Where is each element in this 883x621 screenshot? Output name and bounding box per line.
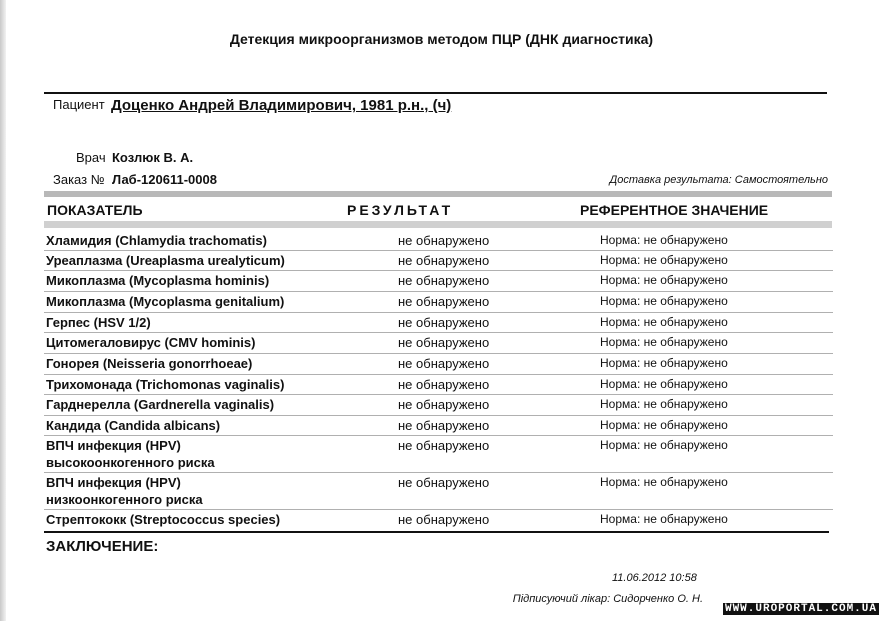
indicator-name-line1: ВПЧ инфекция (HPV) <box>46 438 181 453</box>
reference-value: Норма: не обнаружено <box>600 438 728 452</box>
doctor-label: Врач <box>76 150 106 165</box>
result-value: не обнаружено <box>398 438 490 453</box>
indicator-name: Гонорея (Neisseria gonorrhoeae) <box>46 356 253 371</box>
table-row <box>44 291 833 313</box>
column-header-result: РЕЗУЛЬТАТ <box>347 202 454 218</box>
table-row <box>44 332 833 354</box>
table-row <box>44 374 833 395</box>
result-value: не обнаружено <box>398 294 490 309</box>
table-header-bar-top <box>44 191 832 197</box>
indicator-name: Кандида (Candida albicans) <box>46 418 221 433</box>
table-row <box>44 250 833 271</box>
doctor-name: Козлюк В. А. <box>112 150 194 165</box>
reference-value: Норма: не обнаружено <box>600 512 728 526</box>
indicator-name <box>46 474 376 508</box>
table-row <box>44 435 833 473</box>
report-date: 11.06.2012 10:58 <box>612 572 697 584</box>
conclusion-heading: ЗАКЛЮЧЕНИЕ: <box>46 538 159 555</box>
indicator-name: Цитомегаловирус (CMV hominis) <box>46 335 256 350</box>
indicator-name: Герпес (HSV 1/2) <box>46 315 151 330</box>
reference-value: Норма: не обнаружено <box>600 233 728 247</box>
table-row <box>44 394 833 416</box>
result-value: не обнаружено <box>398 335 490 350</box>
result-value: не обнаружено <box>398 512 490 527</box>
indicator-name: Микоплазма (Mycoplasma hominis) <box>46 273 270 288</box>
table-row <box>44 312 833 333</box>
indicator-name <box>46 437 376 471</box>
reference-value: Норма: не обнаружено <box>600 273 728 287</box>
result-value: не обнаружено <box>398 233 490 248</box>
reference-value: Норма: не обнаружено <box>600 315 728 329</box>
reference-value: Норма: не обнаружено <box>600 356 728 370</box>
reference-value: Норма: не обнаружено <box>600 335 728 349</box>
table-row <box>44 270 833 292</box>
header-divider <box>44 92 827 94</box>
table-row <box>44 353 833 375</box>
reference-value: Норма: не обнаружено <box>600 475 728 489</box>
result-value: не обнаружено <box>398 418 490 433</box>
table-row <box>44 230 833 251</box>
document-title: Детекция микроорганизмов методом ПЦР (ДНК диагностика) <box>229 31 654 47</box>
result-value: не обнаружено <box>398 356 490 371</box>
table-header-bar-bottom <box>44 221 832 228</box>
result-value: не обнаружено <box>398 377 490 392</box>
signing-doctor: Підписуючий лікар: Сидорченко О. Н. <box>512 593 703 605</box>
column-header-indicator: ПОКАЗАТЕЛЬ <box>47 202 143 218</box>
column-header-reference: РЕФЕРЕНТНОЕ ЗНАЧЕНИЕ <box>580 202 769 218</box>
indicator-name: Хламидия (Chlamydia trachomatis) <box>46 233 267 248</box>
indicator-name-line2: низкоонкогенного риска <box>46 492 203 507</box>
order-number: Лаб-120611-0008 <box>112 172 217 187</box>
indicator-name: Гарднерелла (Gardnerella vaginalis) <box>46 397 275 412</box>
site-watermark: WWW.UROPORTAL.COM.UA <box>724 603 877 615</box>
table-row <box>44 415 833 436</box>
table-bottom-divider <box>44 531 829 533</box>
reference-value: Норма: не обнаружено <box>600 397 728 411</box>
indicator-name: Стрептококк (Streptococcus species) <box>46 512 281 527</box>
table-row <box>44 509 833 529</box>
patient-name: Доценко Андрей Владимирович, 1981 р.н., (ч) <box>111 97 452 114</box>
order-label: Заказ № <box>53 172 105 187</box>
indicator-name: Уреаплазма (Ureaplasma urealyticum) <box>46 253 285 268</box>
indicator-name: Трихомонада (Trichomonas vaginalis) <box>46 377 285 392</box>
result-value: не обнаружено <box>398 315 490 330</box>
reference-value: Норма: не обнаружено <box>600 418 728 432</box>
indicator-name: Микоплазма (Mycoplasma genitalium) <box>46 294 285 309</box>
result-value: не обнаружено <box>398 397 490 412</box>
reference-value: Норма: не обнаружено <box>600 253 728 267</box>
reference-value: Норма: не обнаружено <box>600 377 728 391</box>
result-value: не обнаружено <box>398 253 490 268</box>
table-row <box>44 472 833 510</box>
patient-label: Пациент <box>53 97 105 112</box>
page-edge-shadow <box>0 0 6 621</box>
result-value: не обнаружено <box>398 475 490 490</box>
reference-value: Норма: не обнаружено <box>600 294 728 308</box>
indicator-name-line1: ВПЧ инфекция (HPV) <box>46 475 181 490</box>
result-value: не обнаружено <box>398 273 490 288</box>
delivery-info: Доставка результата: Самостоятельно <box>609 174 828 186</box>
indicator-name-line2: высокоонкогенного риска <box>46 455 215 470</box>
